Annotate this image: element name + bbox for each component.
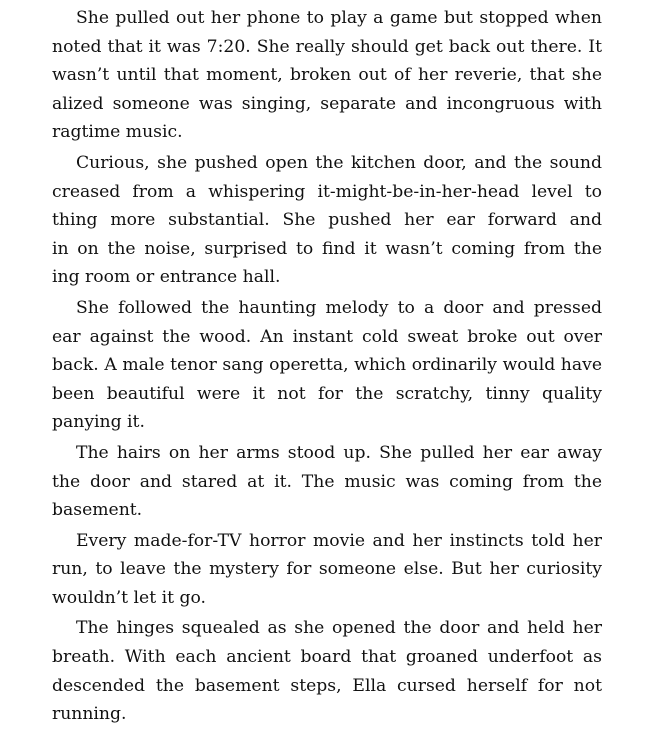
text-line: alized someone was singing, separate and incongruous with [52,93,602,114]
text-line: She followed the haunting melody to a door and pressed [76,297,602,318]
book-page [52,4,602,731]
text-line: Every made-for-TV horror movie and her instincts told her [76,530,602,551]
text-line: wouldn’t let it go. [52,587,206,608]
text-line: run, to leave the mystery for someone else. But her curiosity [52,559,602,580]
paragraph-5 [52,527,602,613]
text-line: in on the noise, surprised to find it wasn’t coming from the [52,238,602,259]
text-line: descended the basement steps, Ella cursed herself for not [52,675,602,696]
paragraph-4 [52,439,602,525]
paragraph-6 [52,614,602,728]
text-line: Curious, she pushed open the kitchen door, and the sound [76,152,602,173]
text-line: ragtime music. [52,122,183,143]
text-line: The hairs on her arms stood up. She pulled her ear away [76,442,602,463]
paragraph-1 [52,4,602,147]
text-line: noted that it was 7:20. She really should get back out there. It [52,36,602,57]
paragraph-2 [52,149,602,292]
text-line: basement. [52,500,143,521]
text-line: breath. With each ancient board that groaned underfoot as [52,647,602,668]
text-line: thing more substantial. She pushed her ear forward and [52,210,602,231]
text-line: ing room or entrance hall. [52,267,281,288]
text-line: The hinges squealed as she opened the door and held her [76,618,602,639]
text-line: the door and stared at it. The music was coming from the [52,471,602,492]
text-line: panying it. [52,412,145,433]
text-line: been beautiful were it not for the scratchy, tinny quality [52,383,602,404]
text-line: back. A male tenor sang operetta, which ordinarily would have [52,355,602,376]
text-line: She pulled out her phone to play a game but stopped when [76,8,602,28]
text-line: creased from a whispering it-might-be-in-her-head level to [52,181,602,202]
text-line: wasn’t until that moment, broken out of her reverie, that she [52,65,602,86]
text-line: ear against the wood. An instant cold sweat broke out over [52,326,602,347]
text-line: running. [52,704,127,725]
paragraph-3 [52,294,602,437]
